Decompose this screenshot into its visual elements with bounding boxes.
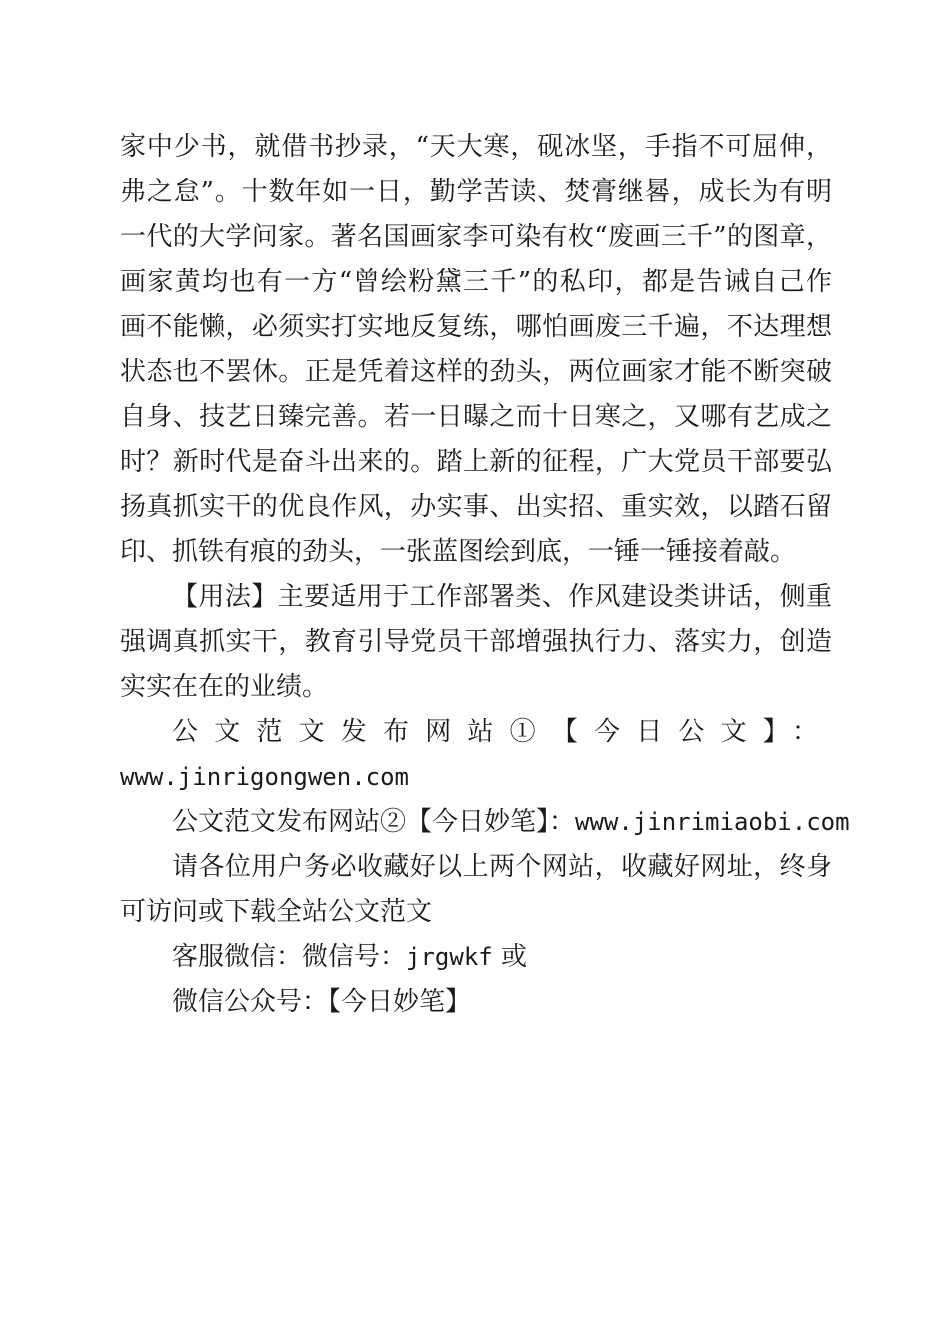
site-two-line (120, 800, 850, 845)
contact-block (120, 935, 832, 1025)
paragraph-line: 时？新时代是奋斗出来的。踏上新的征程，广大党员干部要弘 (120, 447, 832, 477)
paragraph-line: 实实在在的业绩。 (120, 672, 329, 702)
wechat-service-label: 客服微信：微信号： (172, 942, 407, 972)
notice-line: 请各位用户务必收藏好以上两个网站，收藏好网址，终身 (172, 852, 832, 882)
paragraph-line: 一代的大学问家。著名国画家李可染有枚“废画三千”的图章， (120, 222, 832, 252)
paragraph-line: 画家黄均也有一方“曾绘粉黛三千”的私印，都是告诫自己作 (120, 267, 832, 297)
paragraph-line: 扬真抓实干的优良作风，办实事、出实招、重实效，以踏石留 (120, 492, 832, 522)
paragraph-line: 强调真抓实干，教育引导党员干部增强执行力、落实力，创造 (120, 627, 832, 657)
wechat-service-line (120, 935, 832, 980)
paragraph-struggle (120, 125, 832, 575)
site-one-block (120, 710, 832, 800)
paragraph-line: 弗之怠”。十数年如一日，勤学苦读、焚膏继晷，成长为有明 (120, 177, 832, 207)
site-one-label: 公文范文发布网站①【今日公文】： (172, 717, 832, 747)
wechat-service-suffix: 或 (492, 942, 527, 972)
paragraph-line: 印、抓铁有痕的劲头，一张蓝图绘到底，一锤一锤接着敲。 (120, 537, 797, 567)
wechat-public-line: 微信公众号：【今日妙笔】 (172, 987, 472, 1017)
paragraph-usage (120, 575, 832, 710)
site-one-url[interactable]: www.jinrigongwen.com (120, 763, 409, 791)
wechat-service-id: jrgwkf (406, 943, 493, 971)
paragraph-line: 自身、技艺日臻完善。若一日曝之而十日寒之，又哪有艺成之 (120, 402, 832, 432)
site-two-url[interactable]: www.jinrimiaobi.com (575, 808, 850, 836)
paragraph-line: 家中少书，就借书抄录，“天大寒，砚冰坚，手指不可屈伸， (120, 132, 832, 162)
paragraph-line: 状态也不罢休。正是凭着这样的劲头，两位画家才能不断突破 (120, 357, 832, 387)
paragraph-line: 【用法】主要适用于工作部署类、作风建设类讲话，侧重 (172, 582, 832, 612)
notice-line: 可访问或下载全站公文范文 (120, 897, 433, 927)
site-two-label: 公文范文发布网站②【今日妙笔】： (172, 807, 576, 837)
paragraph-line: 画不能懒，必须实打实地反复练，哪怕画废三千遍，不达理想 (120, 312, 832, 342)
site-two-block (120, 800, 850, 845)
document-page (120, 125, 850, 1025)
notice-block (120, 845, 832, 935)
